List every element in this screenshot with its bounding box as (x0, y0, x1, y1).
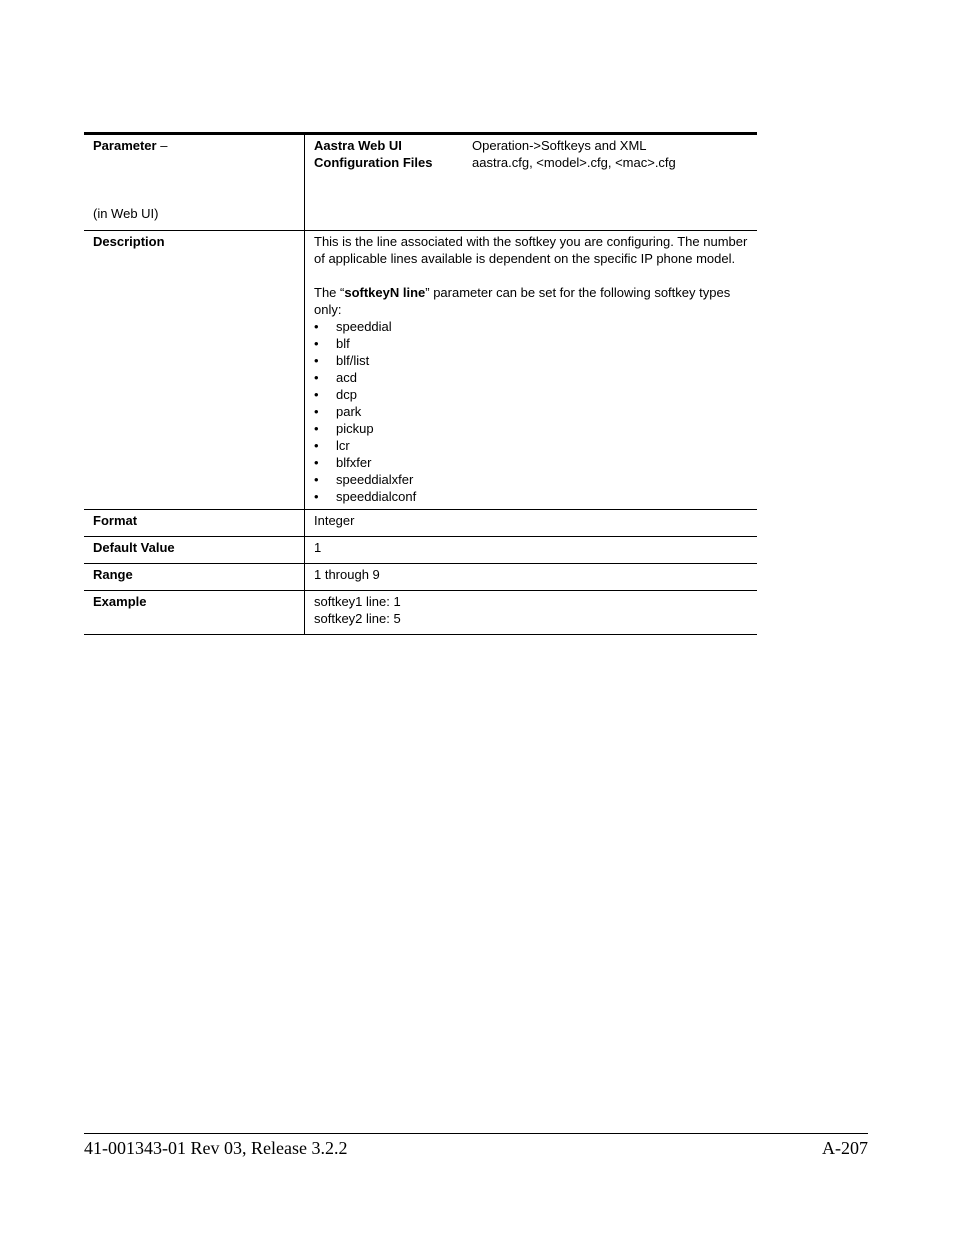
example-line: softkey2 line: 5 (314, 611, 401, 626)
para2-prefix: The “ (314, 285, 345, 300)
para2-suffix: ” parameter can be set for the following softkey types only: (314, 285, 731, 317)
parameter-grid (314, 137, 749, 171)
bullet-icon: • (314, 404, 319, 419)
parameter-table (84, 132, 757, 635)
list-item-text: blfxfer (336, 455, 372, 470)
bullet-icon: • (314, 353, 319, 368)
bullet-icon: • (314, 489, 319, 504)
list-item-text: speeddialconf (336, 489, 417, 504)
example-line: softkey1 line: 1 (314, 594, 401, 609)
list-item (314, 386, 749, 403)
footer-rule (84, 1133, 868, 1134)
description-paragraph-1: This is the line associated with the softkey you are configuring. The number of applicable lines available is dependent on the specific IP phone model. (314, 234, 748, 266)
web-ui-path: Operation->Softkeys and XML (472, 138, 647, 153)
bullet-icon: • (314, 336, 319, 351)
default-value-row (84, 537, 757, 564)
parameter-label-suffix: – (156, 138, 168, 153)
format-value: Integer (314, 513, 355, 528)
bullet-icon: • (314, 319, 319, 334)
bullet-icon: • (314, 421, 319, 436)
footer-page-number: A-207 (822, 1138, 868, 1158)
description-row (84, 231, 757, 510)
example-label: Example (93, 594, 147, 609)
description-label-cell (84, 231, 305, 510)
description-paragraph-2 (314, 284, 749, 318)
list-item-text: speeddial (336, 319, 392, 334)
bullet-icon: • (314, 370, 319, 385)
config-files-value: aastra.cfg, <model>.cfg, <mac>.cfg (472, 155, 676, 170)
bullet-icon: • (314, 455, 319, 470)
format-label: Format (93, 513, 138, 528)
description-label: Description (93, 234, 165, 249)
list-item-text: pickup (336, 421, 374, 436)
example-value-cell (305, 591, 758, 635)
softkey-param-name: softkeyN line (344, 285, 426, 300)
list-item-text: blf (336, 336, 350, 351)
example-label-cell (84, 591, 305, 635)
list-item (314, 335, 749, 352)
default-value-label: Default Value (93, 540, 175, 555)
list-item (314, 403, 749, 420)
example-row (84, 591, 757, 635)
parameter-value-cell (305, 134, 758, 231)
parameter-label-cell (84, 134, 305, 231)
list-item (314, 369, 749, 386)
web-ui-note: (in Web UI) (93, 206, 159, 221)
list-item (314, 488, 749, 505)
list-item (314, 437, 749, 454)
parameter-row (84, 134, 757, 231)
default-value: 1 (314, 540, 322, 555)
parameter-label: Parameter (93, 138, 157, 153)
list-item (314, 454, 749, 471)
default-value-label-cell (84, 537, 305, 564)
bullet-icon: • (314, 438, 319, 453)
list-item (314, 420, 749, 437)
list-item (314, 471, 749, 488)
range-label-cell (84, 564, 305, 591)
list-item-text: park (336, 404, 362, 419)
list-item-text: speeddialxfer (336, 472, 414, 487)
format-label-cell (84, 510, 305, 537)
range-row (84, 564, 757, 591)
list-item-text: dcp (336, 387, 357, 402)
list-item-text: acd (336, 370, 357, 385)
bullet-icon: • (314, 387, 319, 402)
range-value: 1 through 9 (314, 567, 380, 582)
web-ui-key: Aastra Web UI (314, 138, 402, 153)
list-item-text: blf/list (336, 353, 370, 368)
config-files-key: Configuration Files (314, 155, 433, 170)
list-item (314, 318, 749, 335)
format-row (84, 510, 757, 537)
list-item-text: lcr (336, 438, 350, 453)
softkey-type-list (314, 318, 749, 505)
description-value-cell (305, 231, 758, 510)
bullet-icon: • (314, 472, 319, 487)
range-label: Range (93, 567, 133, 582)
list-item (314, 352, 749, 369)
footer-doc-id: 41-001343-01 Rev 03, Release 3.2.2 (84, 1138, 348, 1158)
